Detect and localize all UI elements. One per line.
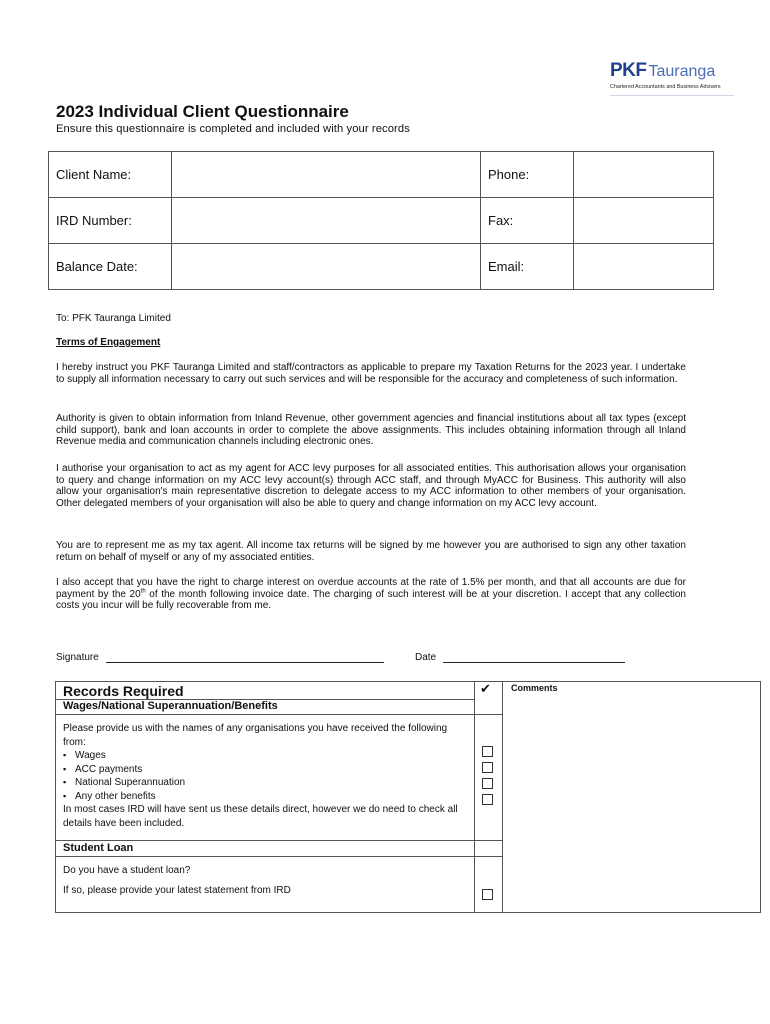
p5-superscript: th xyxy=(140,588,146,595)
checkbox-acc-payments[interactable] xyxy=(482,762,493,773)
records-required-table xyxy=(55,681,761,913)
client-name-field[interactable] xyxy=(172,152,481,198)
phone-field[interactable] xyxy=(574,152,714,198)
fax-field[interactable] xyxy=(574,198,714,244)
wages-list xyxy=(63,749,468,803)
balance-date-field[interactable] xyxy=(172,244,481,290)
logo-divider xyxy=(610,95,734,96)
logo-brand: PKF xyxy=(610,60,647,81)
client-name-label: Client Name: xyxy=(49,152,172,198)
phone-label: Phone: xyxy=(481,152,574,198)
signature-row xyxy=(56,652,384,663)
comments-header: Comments xyxy=(511,683,558,693)
wages-intro: Please provide us with the names of any organisations you have received the following from: xyxy=(63,723,448,748)
page-subtitle: Ensure this questionnaire is completed and included with your records xyxy=(56,123,410,135)
logo-tagline: Chartered Accountants and Business Advisers xyxy=(610,84,721,90)
terms-paragraph-1: I hereby instruct you PKF Tauranga Limited and staff/contractors as applicable to prepare my Taxation Returns for the 2023 year. I undertake to supply all information necessary to carry out such services and will be responsible for the accuracy and completeness of such information. xyxy=(56,362,686,385)
records-heading: Records Required xyxy=(63,683,184,699)
page-title: 2023 Individual Client Questionnaire xyxy=(56,102,349,121)
student-loan-instruction: If so, please provide your latest statement from IRD xyxy=(63,885,291,896)
ird-number-label: IRD Number: xyxy=(49,198,172,244)
logo-city: Tauranga xyxy=(648,63,716,80)
row-divider-4 xyxy=(56,856,502,857)
terms-heading: Terms of Engagement xyxy=(56,337,161,348)
comments-field[interactable] xyxy=(503,700,760,912)
list-item: ▪ National Superannuation xyxy=(63,776,468,790)
student-loan-question: Do you have a student loan? xyxy=(63,865,191,876)
wages-section-body xyxy=(63,722,468,830)
row-divider-3 xyxy=(56,840,502,841)
section-title-wages: Wages/National Superannuation/Benefits xyxy=(63,700,278,712)
fax-label: Fax: xyxy=(481,198,574,244)
checkbox-national-superannuation[interactable] xyxy=(482,778,493,789)
email-field[interactable] xyxy=(574,244,714,290)
section-title-student-loan: Student Loan xyxy=(63,842,134,854)
signature-label: Signature xyxy=(56,652,99,663)
p5-text-after: of the month following invoice date. The charging of such interest will be at your discretion. I accept that any collection costs you incur will be fully recoverable from me. xyxy=(56,588,686,612)
addressee-line: To: PFK Tauranga Limited xyxy=(56,313,171,324)
list-item: ▪ Any other benefits xyxy=(63,790,468,804)
date-line[interactable] xyxy=(443,653,625,663)
check-column-divider xyxy=(474,682,475,913)
checkmark-header-icon: ✔ xyxy=(480,681,491,696)
ird-number-field[interactable] xyxy=(172,198,481,244)
list-item: ▪ ACC payments xyxy=(63,763,468,777)
terms-paragraph-3: I authorise your organisation to act as my agent for ACC levy purposes for all associated entities. This authorisation allows your organisation to query and change information on my ACC levy account(s) through ACC staff, and through MyACC for Business. This authority will also allow your organisation's main representative discretion to delegate access to my ACC information to other members of your organisation. Other delegated members of your organisation will also be able to query and change information on my ACC levy account. xyxy=(56,463,686,509)
row-divider-2 xyxy=(56,714,502,715)
company-logo xyxy=(610,60,736,96)
date-label: Date xyxy=(415,652,437,663)
signature-line[interactable] xyxy=(106,653,384,663)
checkbox-student-loan[interactable] xyxy=(482,889,493,900)
checkbox-wages[interactable] xyxy=(482,746,493,757)
list-item: ▪ Wages xyxy=(63,749,468,763)
terms-paragraph-5 xyxy=(56,577,686,612)
terms-paragraph-4: You are to represent me as my tax agent. All income tax returns will be signed by me however you are authorised to sign any other taxation return on behalf of myself or any of my associated entities. xyxy=(56,540,686,563)
date-row xyxy=(415,652,625,663)
p5-text-before: I also accept that you have the right to charge interest on overdue accounts at the rate of 1.5% per month, and that all accounts are due for payment by the 20 xyxy=(56,577,686,600)
wages-note: In most cases IRD will have sent us these details direct, however we do need to check all details have been included. xyxy=(63,804,458,829)
email-label: Email: xyxy=(481,244,574,290)
checkbox-other-benefits[interactable] xyxy=(482,794,493,805)
client-details-table xyxy=(48,151,714,290)
balance-date-label: Balance Date: xyxy=(49,244,172,290)
terms-paragraph-2: Authority is given to obtain information from Inland Revenue, other government agencies and financial institutions about all tax types (except child support), bank and loan accounts in order to complete the above assignments. This includes obtaining information through all Inland Revenue media and communication channels including electronic ones. xyxy=(56,413,686,448)
